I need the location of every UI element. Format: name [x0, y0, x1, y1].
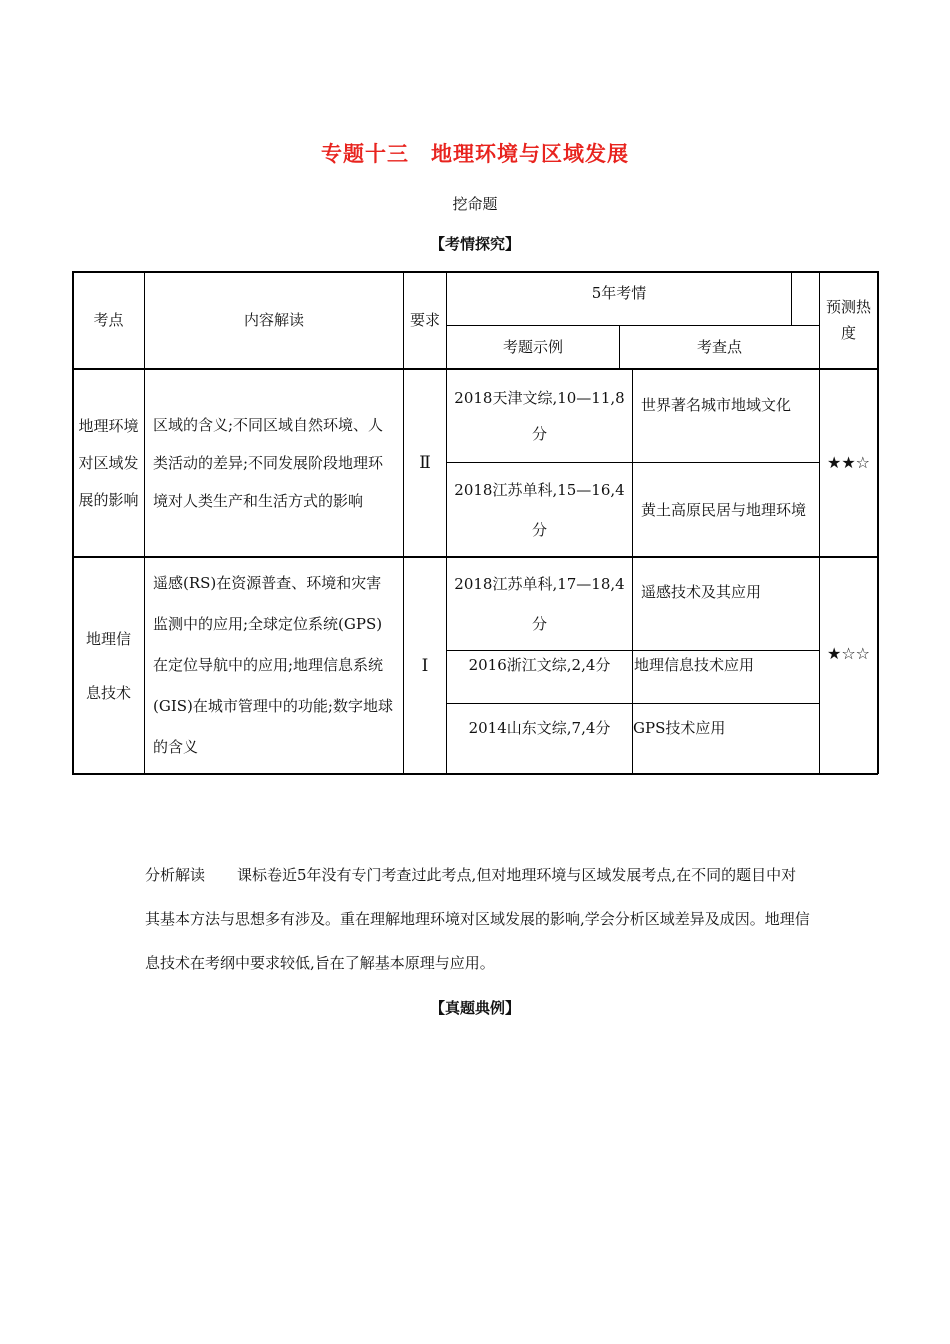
row1-example2-shili: 2018江苏单科,15—16,4分: [454, 480, 625, 539]
row2-neirong: 遥感(RS)在资源普查、环境和灾害监测中的应用;全球定位系统(GPS)在定位导航中的应用;地理信息系统(GIS)在城市管理中的功能;数字地球的含义: [153, 574, 393, 756]
table-border-bottom: [72, 773, 878, 775]
section-heading-zhenti: 【真题典例】: [429, 999, 520, 1017]
header-yuce: 预测热度: [826, 298, 872, 342]
row2-example2-kaochadian: 地理信息技术应用: [634, 656, 755, 674]
header-kaochadian: 考查点: [696, 338, 742, 356]
row2-example1-kaochadian: 遥感技术及其应用: [641, 583, 762, 601]
row1-yaoqiu: Ⅱ: [419, 453, 431, 473]
analysis-label: 分析解读: [145, 866, 206, 884]
row1-kaodian: 地理环境对区域发展的影响: [78, 416, 139, 509]
page-subtitle: 挖命题: [452, 195, 498, 213]
section-heading-kaoqing: 【考情探究】: [429, 235, 520, 253]
row2-kaodian: 地理信息技术: [85, 629, 131, 702]
row2-hot-rating: ★☆☆: [826, 644, 871, 663]
row1-example2-kaochadian: 黄土高原民居与地理环境: [641, 500, 807, 519]
table-col-line-extra: [791, 271, 792, 326]
table-border-right: [877, 271, 879, 774]
row1-example1-kaochadian: 世界著名城市地域文化: [641, 396, 792, 414]
analysis-paragraph: [145, 853, 810, 985]
header-neirong: 内容解读: [243, 311, 304, 329]
header-shili: 考题示例: [502, 338, 563, 356]
row2-example3-shili: 2014山东文综,7,4分: [468, 719, 611, 737]
row1-neirong: 区域的含义;不同区域自然环境、人类活动的差异;不同发展阶段地理环境对人类生产和生活方式的影响: [153, 416, 384, 510]
page-title: 专题十三 地理环境与区域发展: [321, 142, 629, 166]
row1-hot-rating: ★★☆: [826, 453, 871, 472]
header-kaodian: 考点: [93, 311, 124, 329]
row2-example1-shili: 2018江苏单科,17—18,4分: [454, 575, 625, 633]
header-yaoqiu: 要求: [409, 311, 440, 329]
row2-yaoqiu: Ⅰ: [421, 655, 429, 676]
row2-example3-kaochadian: GPS技术应用: [633, 719, 726, 737]
analysis-text: 课标卷近5年没有专门考查过此考点,但对地理环境与区域发展考点,在不同的题目中对其基本方法与思想多有涉及。重在理解地理环境对区域发展的影响,学会分析区域差异及成因。地理信息技术在考纲中要求较低,旨在了解基本原理与应用。: [145, 866, 810, 972]
header-wunian: 5年考情: [591, 284, 647, 302]
row1-example1-shili: 2018天津文综,10—11,8分: [454, 389, 625, 443]
row2-example2-shili: 2016浙江文综,2,4分: [468, 656, 611, 674]
